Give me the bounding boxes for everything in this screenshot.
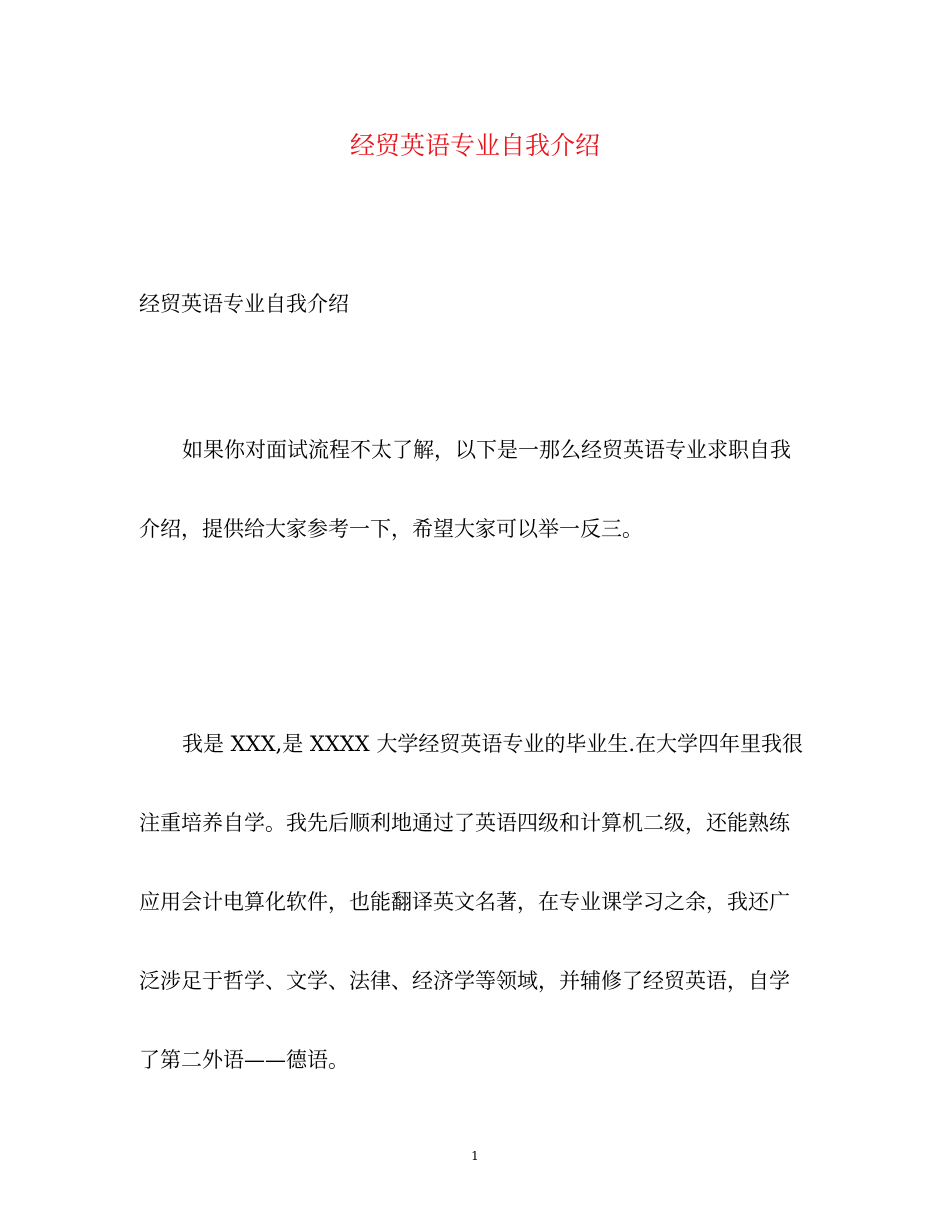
- paragraph-line: 我是 XXX,是 XXXX 大学经贸英语专业的毕业生.在大学四年里我很: [182, 732, 804, 756]
- paragraph-line: 注重培养自学。我先后顺利地通过了英语四级和计算机二级，还能熟练: [139, 811, 790, 835]
- paragraph-intro: [139, 434, 815, 545]
- page-number: 1: [471, 1149, 479, 1163]
- paragraph-line: 如果你对面试流程不太了解，以下是一那么经贸英语专业求职自我: [182, 438, 791, 462]
- section-heading: 经贸英语专业自我介绍: [139, 292, 349, 316]
- paragraph-line: 介绍，提供给大家参考一下，希望大家可以举一反三。: [139, 517, 643, 541]
- paragraph-line: 应用会计电算化软件，也能翻译英文名著，在专业课学习之余，我还广: [139, 890, 790, 914]
- paragraph-self-introduction: [139, 728, 815, 1076]
- document-title: 经贸英语专业自我介绍: [349, 131, 600, 160]
- paragraph-line: 了第二外语——德语。: [139, 1048, 349, 1072]
- paragraph-line: 泛涉足于哲学、文学、法律、经济学等领域，并辅修了经贸英语，自学: [139, 969, 790, 993]
